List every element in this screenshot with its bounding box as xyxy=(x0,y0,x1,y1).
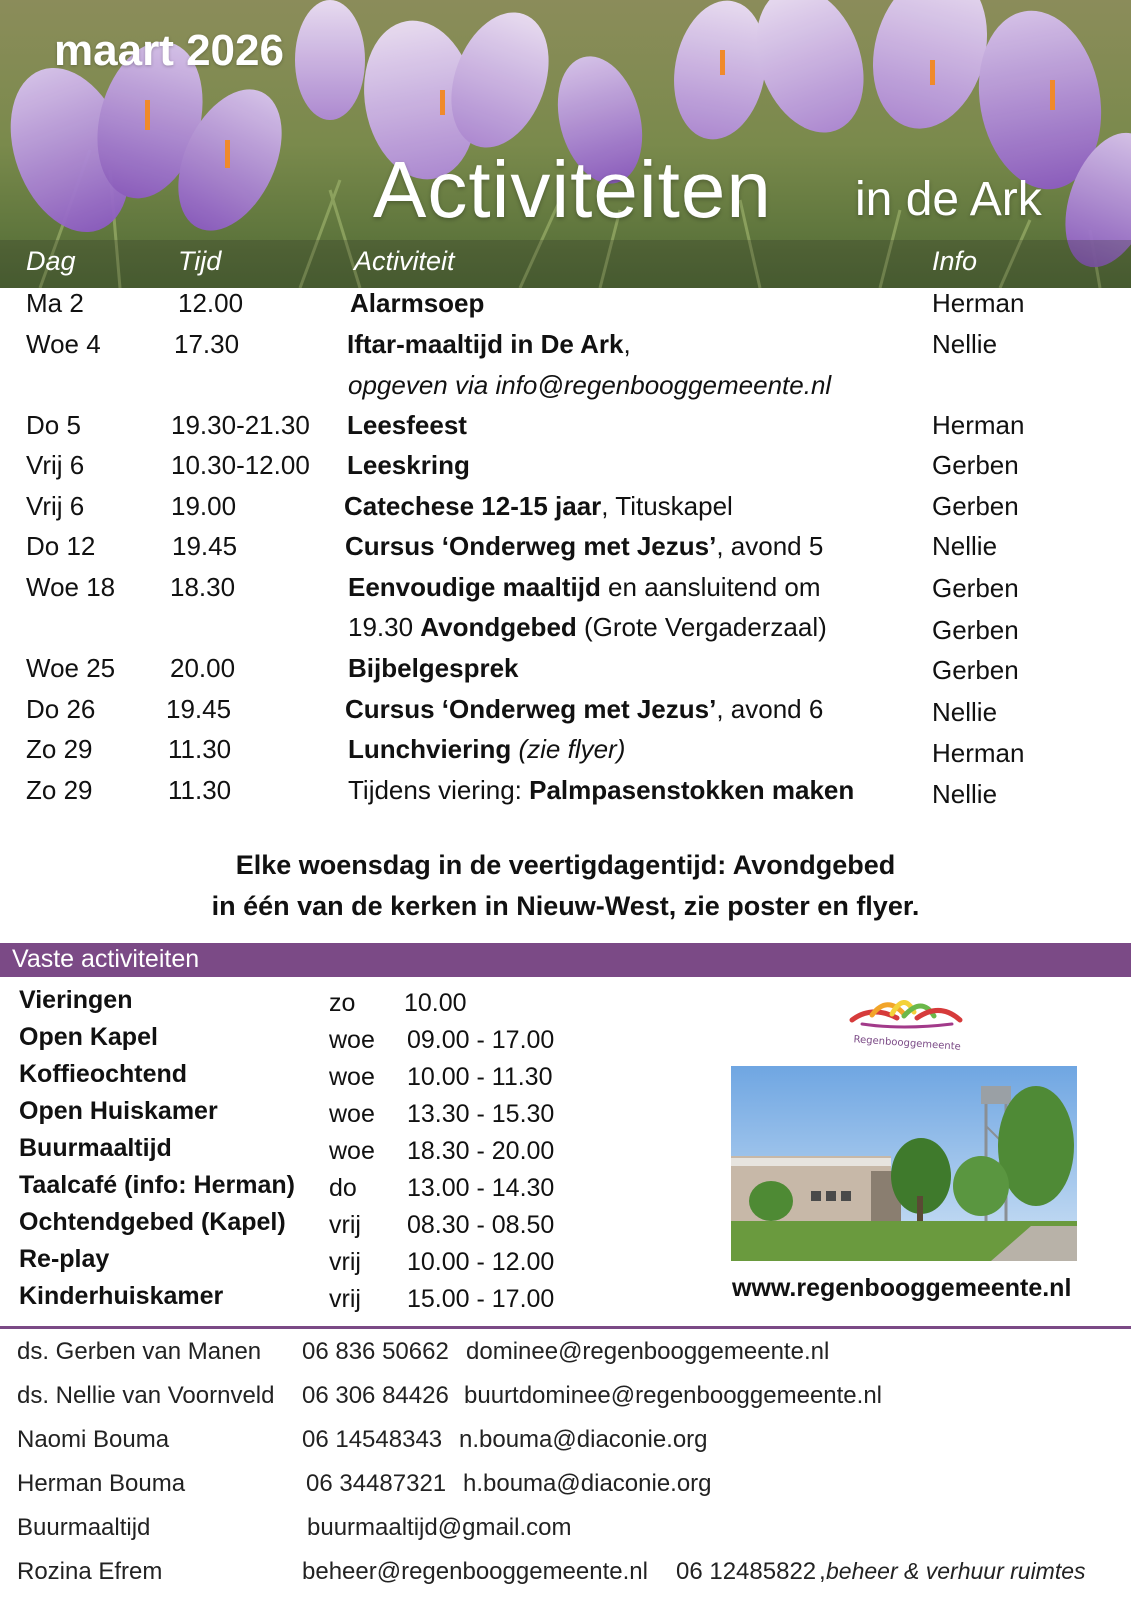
activity-title: Lunchviering xyxy=(348,734,512,764)
activity-title: Cursus ‘Onderweg met Jezus’ xyxy=(345,694,717,724)
section-divider xyxy=(0,1326,1131,1329)
fixed-activity-time: 15.00 - 17.00 xyxy=(407,1285,555,1313)
contact-phone: 06 306 84426 xyxy=(302,1382,449,1409)
activity-item xyxy=(345,531,823,562)
contact-phone: 06 34487321 xyxy=(306,1470,447,1497)
activity-title: Avondgebed xyxy=(420,612,577,642)
contact-email[interactable]: beheer@regenbooggemeente.nl xyxy=(302,1558,648,1585)
logo-text: Regenbooggemeente xyxy=(853,1034,962,1053)
schedule-info: Nellie xyxy=(932,697,998,727)
schedule-info: Gerben xyxy=(932,573,1019,603)
contact-separator: , xyxy=(819,1558,826,1585)
page-title: Activiteiten xyxy=(373,145,772,234)
activity-item xyxy=(347,329,631,360)
fixed-activity-name: Open Kapel xyxy=(19,1023,158,1051)
schedule-time: 11.30 xyxy=(168,775,232,805)
website-link[interactable]: www.regenbooggemeente.nl xyxy=(732,1274,1072,1302)
fixed-activity-day: woe xyxy=(329,1100,375,1128)
schedule-info: Herman xyxy=(932,288,1025,318)
schedule-day: Do 5 xyxy=(26,410,81,440)
activity-detail: Tijdens viering: xyxy=(348,775,530,805)
schedule-time: 19.45 xyxy=(172,531,238,561)
fixed-activity-name: Koffieochtend xyxy=(19,1060,188,1088)
activity-detail: , xyxy=(623,329,631,359)
fixed-activity-time: 10.00 - 12.00 xyxy=(407,1248,555,1276)
contact-email[interactable]: dominee@regenbooggemeente.nl xyxy=(466,1338,830,1365)
schedule-info: Gerben xyxy=(932,615,1019,645)
fixed-activity-time: 10.00 xyxy=(404,989,467,1017)
activity-title: Cursus ‘Onderweg met Jezus’ xyxy=(345,531,717,561)
activity-detail: en aansluitend om xyxy=(600,572,821,602)
schedule-day: Woe 4 xyxy=(26,329,101,359)
schedule-day: Vrij 6 xyxy=(26,491,85,521)
notice-line: Elke woensdag in de veertigdagentijd: Avondgebed xyxy=(235,850,896,880)
fixed-activity-day: do xyxy=(329,1174,357,1202)
activity-title: Alarmsoep xyxy=(350,288,485,318)
schedule-time: 18.30 xyxy=(170,572,236,602)
contact-email[interactable]: h.bouma@diaconie.org xyxy=(463,1470,712,1497)
activity-title: Leesfeest xyxy=(347,410,467,440)
fixed-activity-time: 08.30 - 08.50 xyxy=(407,1211,555,1239)
activity-item xyxy=(350,288,484,319)
activity-item xyxy=(348,734,625,765)
header-banner xyxy=(0,0,1131,288)
activity-detail: (Grote Vergaderzaal) xyxy=(576,612,827,642)
contact-name: ds. Gerben van Manen xyxy=(17,1338,262,1365)
schedule-day: Do 26 xyxy=(26,694,96,724)
schedule-day: Do 12 xyxy=(26,531,96,561)
activity-title: Iftar-maaltijd in De Ark xyxy=(347,329,624,359)
activity-item xyxy=(344,491,733,522)
activity-item xyxy=(348,612,827,643)
month-label: maart 2026 xyxy=(54,26,284,75)
fixed-activity-day: woe xyxy=(329,1063,375,1091)
contact-name: Herman Bouma xyxy=(17,1470,186,1497)
schedule-day: Zo 29 xyxy=(26,734,93,764)
schedule-time: 11.30 xyxy=(168,734,232,764)
contact-name: Naomi Bouma xyxy=(17,1426,170,1453)
activity-title: Eenvoudige maaltijd xyxy=(348,572,601,602)
section-bar xyxy=(0,943,1131,977)
schedule-day: Woe 18 xyxy=(26,572,116,602)
activity-title: Catechese 12-15 jaar xyxy=(344,491,602,521)
notice-text xyxy=(0,845,1131,927)
activity-title: Bijbelgesprek xyxy=(348,653,519,683)
fixed-activity-time: 10.00 - 11.30 xyxy=(407,1063,553,1091)
schedule-day: Ma 2 xyxy=(26,288,84,318)
fixed-activity-time: 18.30 - 20.00 xyxy=(407,1137,555,1165)
fixed-activity-name: Kinderhuiskamer xyxy=(19,1282,224,1310)
fixed-activity-name: Taalcafé (info: Herman) xyxy=(19,1171,295,1199)
column-header-dag: Dag xyxy=(26,246,76,276)
schedule-info: Herman xyxy=(932,410,1025,440)
activity-detail: , Tituskapel xyxy=(601,491,733,521)
contact-phone: 06 836 50662 xyxy=(302,1338,449,1365)
fixed-activity-time: 13.30 - 15.30 xyxy=(407,1100,555,1128)
contact-phone: 06 14548343 xyxy=(302,1426,443,1453)
activity-signup: opgeven via info@regenbooggemeente.nl xyxy=(348,370,832,400)
contact-note: beheer & verhuur ruimtes xyxy=(826,1558,1086,1584)
schedule-info: Nellie xyxy=(932,329,998,359)
fixed-activity-time: 09.00 - 17.00 xyxy=(407,1026,555,1054)
fixed-activity-day: zo xyxy=(329,989,356,1017)
schedule-day: Zo 29 xyxy=(26,775,93,805)
activity-detail: , avond 5 xyxy=(716,531,824,561)
schedule-time: 19.30-21.30 xyxy=(171,410,310,440)
notice-line: in één van de kerken in Nieuw-West, zie poster en flyer. xyxy=(211,891,920,921)
fixed-activity-day: woe xyxy=(329,1026,375,1054)
activity-item xyxy=(345,694,823,725)
contact-email[interactable]: buurmaaltijd@gmail.com xyxy=(307,1514,572,1541)
activity-item xyxy=(347,450,470,481)
schedule-info: Nellie xyxy=(932,531,998,561)
activity-item xyxy=(347,410,467,441)
activity-item xyxy=(348,775,854,806)
fixed-activity-name: Buurmaaltijd xyxy=(19,1134,172,1162)
schedule-day: Woe 25 xyxy=(26,653,116,683)
contact-phone: 06 12485822 xyxy=(676,1558,817,1585)
schedule-time: 17.30 xyxy=(174,329,240,359)
schedule-info: Nellie xyxy=(932,779,998,809)
contact-name: ds. Nellie van Voornveld xyxy=(17,1382,275,1409)
fixed-activity-name: Vieringen xyxy=(19,986,133,1014)
fixed-activity-name: Re-play xyxy=(19,1245,110,1273)
fixed-activity-time: 13.00 - 14.30 xyxy=(407,1174,555,1202)
page-subtitle: in de Ark xyxy=(855,173,1042,226)
contact-email[interactable]: n.bouma@diaconie.org xyxy=(459,1426,708,1453)
fixed-activity-day: vrij xyxy=(329,1211,361,1239)
fixed-activity-day: vrij xyxy=(329,1285,361,1313)
column-header-info: Info xyxy=(932,246,978,276)
schedule-info: Gerben xyxy=(932,450,1019,480)
fixed-activity-day: vrij xyxy=(329,1248,361,1276)
schedule-time: 12.00 xyxy=(178,288,244,318)
column-header-tijd: Tijd xyxy=(178,246,222,276)
activity-detail: , avond 6 xyxy=(716,694,824,724)
fixed-activity-name: Ochtendgebed (Kapel) xyxy=(19,1208,286,1236)
activity-item xyxy=(348,653,519,684)
column-header-activiteit: Activiteit xyxy=(354,246,455,276)
activity-title: Palmpasenstokken maken xyxy=(529,775,855,805)
schedule-info: Herman xyxy=(932,738,1025,768)
church-photo xyxy=(731,1066,1077,1261)
schedule-time: 19.45 xyxy=(166,694,232,724)
regenbooggemeente-logo xyxy=(842,990,972,1056)
schedule-time: 19.00 xyxy=(171,491,237,521)
activity-detail: (zie flyer) xyxy=(511,734,626,764)
activity-item xyxy=(348,572,821,603)
fixed-activity-day: woe xyxy=(329,1137,375,1165)
contact-email[interactable]: buurtdominee@regenbooggemeente.nl xyxy=(464,1382,882,1409)
activity-detail: 19.30 xyxy=(348,612,421,642)
schedule-time: 10.30-12.00 xyxy=(171,450,310,480)
fixed-activity-name: Open Huiskamer xyxy=(19,1097,218,1125)
contact-name: Rozina Efrem xyxy=(17,1558,163,1585)
activity-title: Leeskring xyxy=(347,450,470,480)
contact-name: Buurmaaltijd xyxy=(17,1514,151,1541)
schedule-time: 20.00 xyxy=(170,653,236,683)
schedule-info: Gerben xyxy=(932,655,1019,685)
schedule-day: Vrij 6 xyxy=(26,450,85,480)
section-title: Vaste activiteiten xyxy=(12,945,200,973)
schedule-info: Gerben xyxy=(932,491,1019,521)
